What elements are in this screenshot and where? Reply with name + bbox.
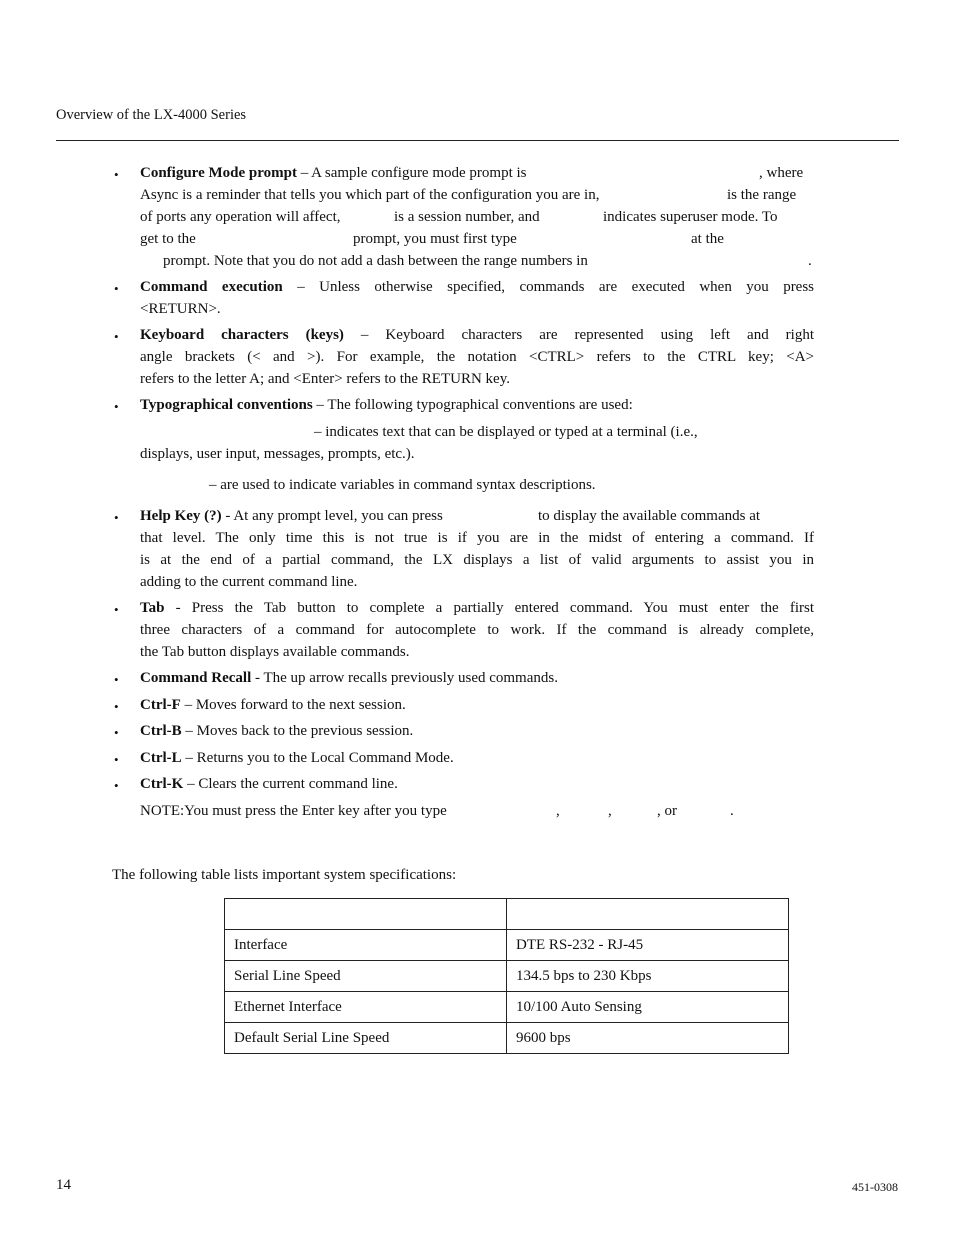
bullet-ctrl-l: [140, 747, 454, 769]
text-span: three characters of a command for autocomplete to work. If the command is already complete,: [140, 622, 814, 638]
bullet-typographical-line1: [140, 394, 633, 416]
text-span: Async is a reminder that tells you which part of the configuration you are in,: [140, 187, 600, 203]
term-tab: Tab: [140, 600, 165, 616]
table-header-row: [225, 899, 789, 930]
term-ctrl-f: Ctrl-F: [140, 697, 181, 713]
header-rule: [56, 140, 899, 141]
bullet-mark: •: [114, 399, 119, 414]
text-span: refers to the letter A; and <Enter> refers to the RETURN key.: [140, 371, 510, 387]
bullet-mark: •: [114, 510, 119, 525]
text-span: – Moves back to the previous session.: [185, 723, 414, 739]
spec-name: Default Serial Line Speed: [225, 1023, 507, 1054]
bullet-tab-line1: [140, 597, 814, 619]
spec-name: Serial Line Speed: [225, 961, 507, 992]
text-span: – Returns you to the Local Command Mode.: [185, 750, 454, 766]
text-span: is the range: [727, 187, 797, 203]
document-number: 451-0308: [852, 1180, 898, 1194]
spec-value: DTE RS-232 - RJ-45: [507, 930, 789, 961]
text-span: – Keyboard characters are represented using left and right: [360, 327, 815, 343]
running-header: Overview of the LX-4000 Series: [56, 107, 247, 123]
bullet-command-execution-line1: [140, 276, 814, 298]
spec-value: 134.5 bps to 230 Kbps: [507, 961, 789, 992]
text-span: - The up arrow recalls previously used commands.: [255, 670, 558, 686]
text-span: prompt, you must first type: [353, 231, 517, 247]
text-span: ,: [608, 803, 612, 819]
text-span: – are used to indicate variables in command syntax descriptions.: [209, 477, 596, 493]
text-span: is a session number, and: [394, 209, 540, 225]
text-span: get to the: [140, 231, 196, 247]
text-span: that level. The only time this is not true is if you are in the midst of entering a command. If: [140, 530, 814, 546]
text-span: <RETURN>.: [140, 301, 221, 317]
table-row: [225, 1023, 789, 1054]
bullet-mark: •: [114, 699, 119, 714]
text-span: displays, user input, messages, prompts, etc.).: [140, 446, 415, 462]
term-help-key: Help Key (?): [140, 508, 222, 524]
text-span: – Clears the current command line.: [187, 776, 398, 792]
term-typographical-conventions: Typographical conventions: [140, 397, 313, 413]
text-span: – Moves forward to the next session.: [184, 697, 406, 713]
text-span: .: [730, 803, 734, 819]
text-span: – The following typographical conventions are used:: [316, 397, 633, 413]
bullet-ctrl-f: [140, 694, 406, 716]
text-span: , where: [759, 165, 804, 181]
term-ctrl-k: Ctrl-K: [140, 776, 184, 792]
bullet-ctrl-b: [140, 720, 413, 742]
text-span: at the: [691, 231, 724, 247]
term-ctrl-b: Ctrl-B: [140, 723, 182, 739]
text-span: to display the available commands at: [538, 508, 761, 524]
bullet-mark: •: [114, 167, 119, 182]
term-command-execution: Command execution: [140, 279, 283, 295]
text-span: – Unless otherwise specified, commands are executed when you press: [297, 279, 815, 295]
term-command-recall: Command Recall: [140, 670, 252, 686]
term-configure-mode-prompt: Configure Mode prompt: [140, 165, 297, 181]
text-span: prompt. Note that you do not add a dash between the range numbers in: [163, 253, 588, 269]
text-span: , or: [657, 803, 677, 819]
table-header-cell: [507, 899, 789, 930]
text-span: the Tab button displays available commands.: [140, 644, 410, 660]
specs-table: [224, 898, 789, 1054]
bullet-keyboard-line1: [140, 324, 814, 346]
bullet-command-recall: [140, 667, 558, 689]
text-span: adding to the current command line.: [140, 574, 358, 590]
term-ctrl-l: Ctrl-L: [140, 750, 182, 766]
table-row: [225, 961, 789, 992]
page-number: 14: [56, 1177, 71, 1193]
text-span: is at the end of a partial command, the LX displays a list of valid arguments to assist you in: [140, 552, 814, 568]
bullet-mark: •: [114, 778, 119, 793]
text-span: – indicates text that can be displayed or typed at a terminal (i.e.,: [314, 424, 698, 440]
text-span: .: [808, 253, 812, 269]
text-span: angle brackets (< and >). For example, the notation <CTRL> refers to the CTRL key; <A>: [140, 349, 814, 365]
text-span: - At any prompt level, you can press: [225, 508, 443, 524]
spec-name: Interface: [225, 930, 507, 961]
bullet-mark: •: [114, 725, 119, 740]
term-keyboard-characters: Keyboard characters (keys): [140, 327, 344, 343]
table-row: [225, 992, 789, 1023]
bullet-mark: •: [114, 672, 119, 687]
table-header-cell: [225, 899, 507, 930]
text-span: indicates superuser mode. To: [603, 209, 778, 225]
text-span: of ports any operation will affect,: [140, 209, 341, 225]
bullet-mark: •: [114, 281, 119, 296]
spec-name: Ethernet Interface: [225, 992, 507, 1023]
bullet-mark: •: [114, 602, 119, 617]
bullet-ctrl-k: [140, 773, 398, 795]
bullet-configure-line1: [140, 162, 527, 184]
bullet-help-key-line1: [140, 505, 443, 527]
spec-value: 9600 bps: [507, 1023, 789, 1054]
note-text: NOTE:You must press the Enter key after you type: [140, 803, 447, 819]
bullet-mark: •: [114, 329, 119, 344]
text-span: ,: [556, 803, 560, 819]
text-span: - Press the Tab button to complete a partially entered command. You must enter the first: [175, 600, 814, 616]
spec-value: 10/100 Auto Sensing: [507, 992, 789, 1023]
bullet-mark: •: [114, 752, 119, 767]
text-span: – A sample configure mode prompt is: [300, 165, 527, 181]
specs-intro: The following table lists important system specifications:: [112, 867, 457, 883]
table-row: [225, 930, 789, 961]
